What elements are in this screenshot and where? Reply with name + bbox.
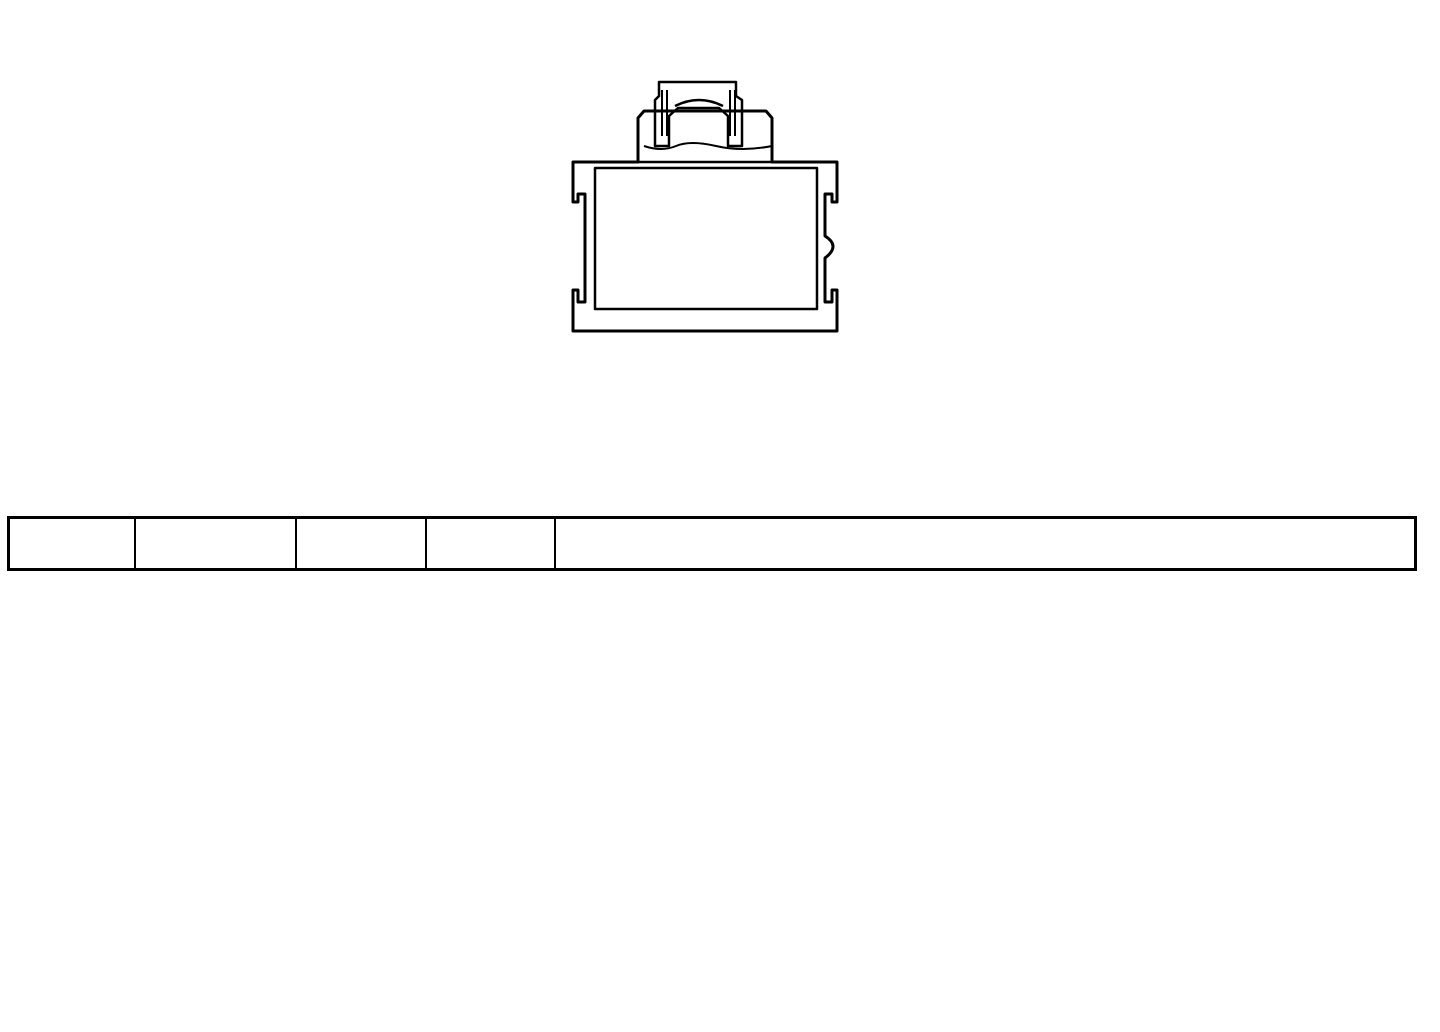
header-wire-size [296,518,426,570]
header-ckt [426,518,555,570]
table-header-row [9,518,1416,570]
header-description [555,518,1416,570]
latch-clip-left [662,90,667,136]
header-cavity [9,518,135,570]
connector-diagram [566,76,846,338]
connector-inner-body [595,168,817,309]
latch-clip-right [730,90,735,136]
header-wire-color [135,518,296,570]
latch-bar [675,100,723,106]
latch [655,82,742,146]
pinout-table [7,516,1417,1024]
